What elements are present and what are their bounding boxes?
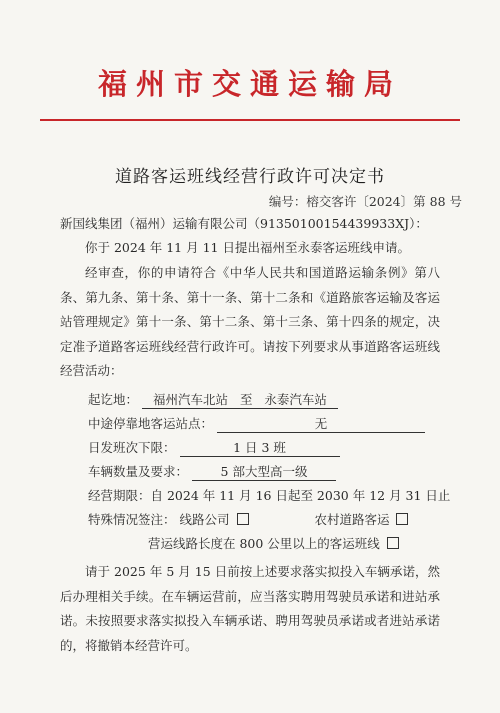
red-divider <box>40 119 460 121</box>
org-header: 福州市交通运输局 <box>97 67 402 101</box>
checkbox-line-company[interactable] <box>237 513 249 525</box>
route-from: 福州汽车北站 <box>153 392 229 407</box>
frequency-label: 日发班次下限： <box>88 440 176 455</box>
frequency-value: 1 日 3 班 <box>180 438 340 457</box>
vehicle-row <box>88 462 336 481</box>
document-title: 道路客运班线经营行政许可决定书 <box>115 167 385 187</box>
paragraph-requirements: 请于 2025 年 5 月 15 日前按上述要求落实拟投入车辆承诺，然后办理相关手续。在车辆运营前，应当落实聘用驾驶员承诺和进站承诺。未按照要求落实拟投入车辆承诺、聘用驾驶员承诺或者进站承诺的，将撤销本经营许可。 <box>60 564 440 653</box>
period-row: 经营期限：自 2024 年 11 月 16 日起至 2030 年 12 月 31 日止 <box>88 488 451 503</box>
checkbox-long-route[interactable] <box>387 537 399 549</box>
special-option-line-company: 线路公司 <box>179 512 230 527</box>
special-row-2 <box>148 534 399 552</box>
route-row <box>88 390 338 409</box>
route-to-word: 至 <box>239 392 253 407</box>
vehicle-label: 车辆数量及要求： <box>88 464 189 479</box>
vehicle-value: 5 部大型高一级 <box>192 462 336 481</box>
document-number: 编号：榕交客许〔2024〕第 88 号 <box>268 194 462 209</box>
checkbox-rural[interactable] <box>396 513 408 525</box>
stops-value: 无 <box>217 414 425 433</box>
special-label: 特殊情况签注： <box>88 512 176 527</box>
addressee: 新国线集团（福州）运输有限公司（91350100154439933XJ）： <box>60 216 428 231</box>
paragraph-review: 经审查，你的申请符合《中华人民共和国道路运输条例》第八条、第九条、第十条、第十一条、第十二条和《道路旅客运输及客运站管理规定》第十一条、第十二条、第十三条、第十四条的规定，决定准予道路客运班线经营行政许可。请按下列要求从事道路客运班线经营活动： <box>60 265 440 378</box>
frequency-row <box>88 438 340 457</box>
stops-row <box>88 414 425 433</box>
special-option-rural: 农村道路客运 <box>314 512 390 527</box>
special-row <box>88 510 408 528</box>
special-option-long-route: 营运线路长度在 800 公里以上的客运班线 <box>148 536 380 551</box>
stops-label: 中途停靠地客运站点： <box>88 416 214 431</box>
route-to: 永泰汽车站 <box>264 392 327 407</box>
route-label: 起讫地： <box>88 392 139 407</box>
paragraph-application: 你于 2024 年 11 月 11 日提出福州至永泰客运班线申请。 <box>85 240 410 255</box>
route-value <box>142 390 338 409</box>
